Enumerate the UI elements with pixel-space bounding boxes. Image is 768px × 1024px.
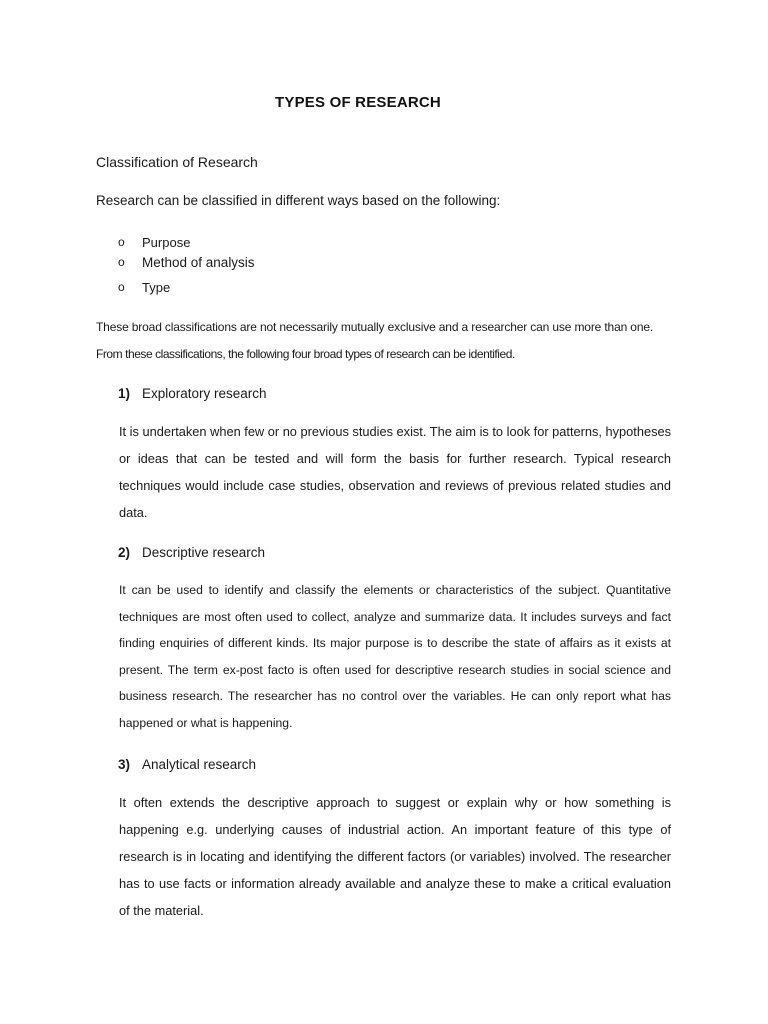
summary-line-2: From these classifications, the following four broad types of research can be identified.	[96, 347, 515, 361]
classification-heading: Classification of Research	[96, 154, 258, 170]
section-body-exploratory: It is undertaken when few or no previous studies exist. The aim is to look for patterns, hypotheses or ideas that can be tested and will form the basis for further research. Typical research techniques would include case studies, observation and reviews of previous related studies and data.	[119, 424, 671, 520]
section-number: 3)	[118, 757, 131, 772]
bullet-marker: o	[118, 280, 125, 294]
section-heading-analytical	[118, 757, 256, 772]
section-heading-exploratory	[118, 386, 267, 401]
section-number: 1)	[118, 386, 131, 401]
bullet-marker: o	[118, 255, 125, 269]
section-heading-descriptive	[118, 545, 265, 560]
list-item	[118, 255, 255, 280]
classification-list	[118, 235, 255, 300]
list-item	[118, 235, 255, 255]
list-item-text: Purpose	[142, 235, 191, 250]
section-title: Exploratory research	[142, 386, 267, 401]
bullet-marker: o	[118, 235, 125, 249]
section-body-analytical: It often extends the descriptive approach to suggest or explain why or how something is happening e.g. underlying causes of industrial action. An important feature of this type of research is in locating and identifying the different factors (or variables) involved. The researcher has to use facts or information already available and analyze these to make a critical evaluation of the material.	[119, 795, 671, 918]
section-number: 2)	[118, 545, 131, 560]
summary-line-1: These broad classifications are not necessarily mutually exclusive and a researcher can use more than one.	[96, 320, 654, 334]
list-item-text: Type	[142, 280, 171, 295]
section-body-descriptive: It can be used to identify and classify the elements or characteristics of the subject. Quantitative techniques are most often used to collect, analyze and summarize data. It includes surveys and fact finding enquiries of different kinds. Its major purpose is to describe the state of affairs as it exists at present. The term ex-post facto is often used for descriptive research studies in social science and business research. The researcher has no control over the variables. He can only report what has happened or what is happening.	[119, 583, 671, 730]
section-title: Analytical research	[142, 757, 257, 772]
document-title: TYPES OF RESEARCH	[275, 94, 441, 111]
list-item-text: Method of analysis	[142, 255, 255, 270]
section-title: Descriptive research	[142, 545, 266, 560]
intro-text: Research can be classified in different ways based on the following:	[96, 193, 501, 208]
list-item	[118, 280, 255, 300]
